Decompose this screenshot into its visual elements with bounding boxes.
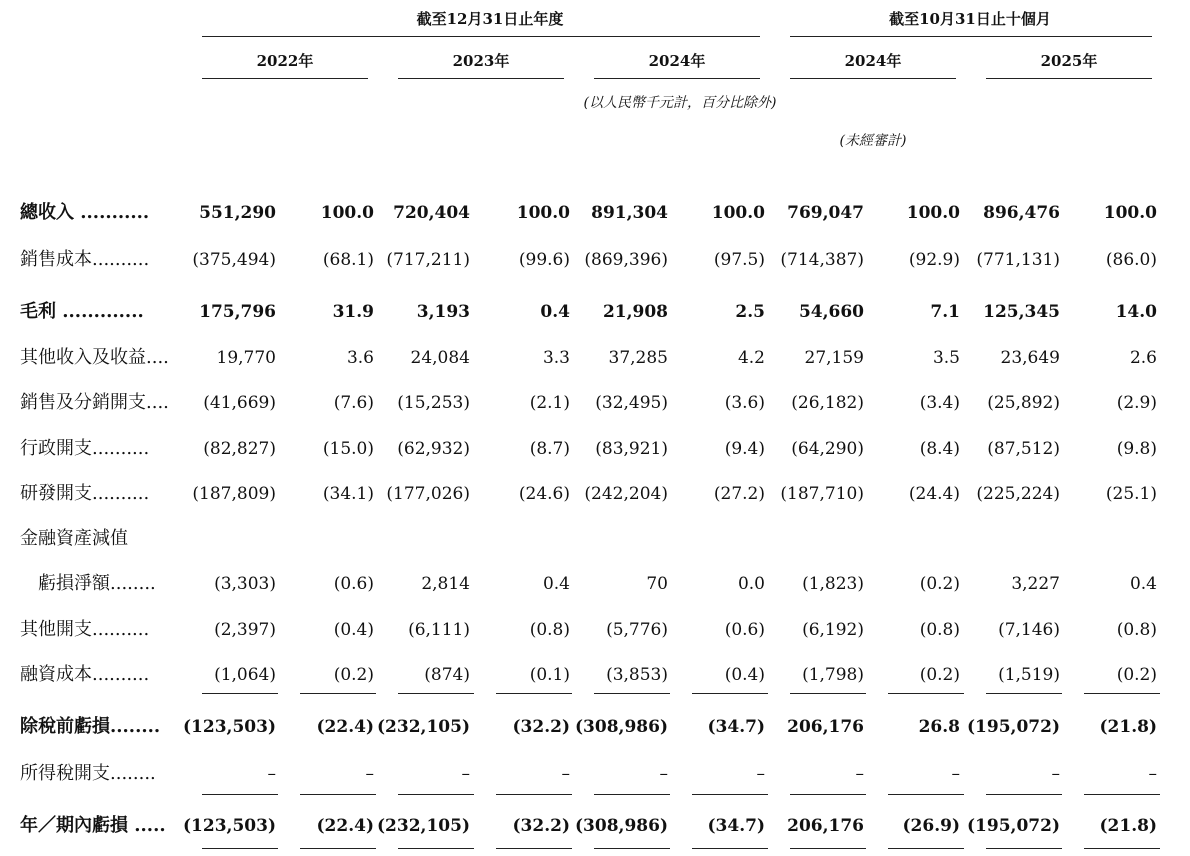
subtotal-rule: [1084, 848, 1160, 849]
row-value: (34.7): [707, 816, 765, 836]
row-value: (62,932): [397, 439, 470, 459]
row-value: –: [756, 764, 765, 784]
year-header-5: 2025年: [1040, 52, 1098, 70]
row-value: 100.0: [711, 203, 765, 223]
row-value: (87,512): [987, 439, 1060, 459]
row-value: (22.4): [316, 816, 374, 836]
subtotal-rule: [986, 693, 1062, 694]
row-value: (3,853): [606, 665, 668, 685]
row-label: 年／期內虧損 .....: [20, 815, 166, 836]
row-value: (123,503): [183, 816, 276, 836]
row-value: (25,892): [987, 393, 1060, 413]
unaudited-note: (未經審計): [839, 133, 907, 149]
row-label: 除稅前虧損........: [20, 716, 161, 737]
year-rule-1: [202, 78, 368, 79]
row-value: (2.1): [529, 393, 570, 413]
group-rule-year-ended: [202, 36, 760, 37]
row-value: (771,131): [976, 250, 1060, 270]
row-value: 54,660: [798, 302, 864, 322]
row-value: (0.4): [724, 665, 765, 685]
row-value: (26,182): [791, 393, 864, 413]
row-value: (21.8): [1099, 717, 1157, 737]
group-title-ten-months-ended: 截至10月31日止十個月: [889, 10, 1051, 28]
row-value: 37,285: [608, 348, 668, 368]
subtotal-rule: [496, 794, 572, 795]
subtotal-rule: [496, 848, 572, 849]
row-value: (27.2): [713, 484, 765, 504]
row-label: 其他收入及收益....: [20, 347, 169, 368]
row-value: 0.0: [737, 574, 765, 594]
row-value: –: [365, 764, 374, 784]
row-value: 100.0: [906, 203, 960, 223]
row-label: 行政開支..........: [20, 438, 150, 459]
subtotal-rule: [202, 693, 278, 694]
row-value: (717,211): [386, 250, 470, 270]
subtotal-rule: [1084, 794, 1160, 795]
subtotal-rule: [594, 794, 670, 795]
row-value: –: [855, 764, 864, 784]
row-value: 3,193: [416, 302, 470, 322]
subtotal-rule: [692, 693, 768, 694]
row-label: 所得稅開支........: [20, 763, 156, 784]
row-value: (15.0): [322, 439, 374, 459]
row-value: (0.4): [333, 620, 374, 640]
row-value: (3,303): [214, 574, 276, 594]
row-value: (869,396): [584, 250, 668, 270]
row-value: 3.5: [932, 348, 960, 368]
row-value: (22.4): [316, 717, 374, 737]
subtotal-rule: [986, 794, 1062, 795]
row-value: 21,908: [602, 302, 668, 322]
row-value: –: [1051, 764, 1060, 784]
row-value: (1,064): [214, 665, 276, 685]
row-value: –: [561, 764, 570, 784]
row-value: (7,146): [998, 620, 1060, 640]
row-value: 19,770: [216, 348, 276, 368]
row-value: –: [659, 764, 668, 784]
row-value: (123,503): [183, 717, 276, 737]
row-value: (232,105): [377, 816, 470, 836]
subtotal-rule: [888, 693, 964, 694]
subtotal-rule: [790, 693, 866, 694]
row-value: (5,776): [606, 620, 668, 640]
row-value: (9.4): [724, 439, 765, 459]
year-rule-4: [790, 78, 956, 79]
row-value: (6,111): [408, 620, 470, 640]
row-value: (3.4): [919, 393, 960, 413]
row-value: (92.9): [908, 250, 960, 270]
subtotal-rule: [594, 693, 670, 694]
row-value: (187,809): [192, 484, 276, 504]
subtotal-rule: [202, 848, 278, 849]
subtotal-rule: [888, 848, 964, 849]
row-value: 3.6: [346, 348, 374, 368]
row-value: (6,192): [802, 620, 864, 640]
row-value: (232,105): [377, 717, 470, 737]
row-value: 2.5: [735, 302, 765, 322]
row-value: (68.1): [322, 250, 374, 270]
row-value: (874): [424, 665, 470, 685]
row-value: 2.6: [1129, 348, 1157, 368]
row-value: 14.0: [1115, 302, 1157, 322]
row-value: (1,823): [802, 574, 864, 594]
unit-note: (以人民幣千元計，百分比除外): [583, 95, 777, 111]
row-value: (0.2): [333, 665, 374, 685]
row-value: (9.8): [1116, 439, 1157, 459]
row-value: (34.7): [707, 717, 765, 737]
row-label: 研發開支..........: [20, 483, 150, 504]
subtotal-rule: [790, 794, 866, 795]
subtotal-rule: [300, 693, 376, 694]
row-value: (0.8): [529, 620, 570, 640]
row-value: (15,253): [397, 393, 470, 413]
row-value: (26.9): [902, 816, 960, 836]
row-label: 其他開支..........: [20, 619, 150, 640]
row-value: 125,345: [983, 302, 1060, 322]
row-value: (8.4): [919, 439, 960, 459]
row-value: (21.8): [1099, 816, 1157, 836]
row-value: –: [461, 764, 470, 784]
row-value: 2,814: [421, 574, 470, 594]
row-value: (41,669): [203, 393, 276, 413]
year-header-4: 2024年: [844, 52, 902, 70]
group-rule-ten-months-ended: [790, 36, 1152, 37]
row-value: (86.0): [1105, 250, 1157, 270]
row-value: (0.6): [724, 620, 765, 640]
row-value: 0.4: [1129, 574, 1157, 594]
row-value: (195,072): [967, 717, 1060, 737]
subtotal-rule: [790, 848, 866, 849]
year-rule-5: [986, 78, 1152, 79]
row-value: (3.6): [724, 393, 765, 413]
row-value: 23,649: [1000, 348, 1060, 368]
row-value: (1,519): [998, 665, 1060, 685]
row-value: (0.2): [1116, 665, 1157, 685]
subtotal-rule: [300, 848, 376, 849]
year-rule-3: [594, 78, 760, 79]
row-value: 100.0: [320, 203, 374, 223]
row-value: 891,304: [591, 203, 668, 223]
row-value: (1,798): [802, 665, 864, 685]
row-value: (97.5): [713, 250, 765, 270]
row-value: (225,224): [976, 484, 1060, 504]
row-value: 27,159: [804, 348, 864, 368]
row-value: (375,494): [192, 250, 276, 270]
row-value: –: [951, 764, 960, 784]
row-value: (24.4): [908, 484, 960, 504]
row-value: 206,176: [787, 717, 864, 737]
year-header-3: 2024年: [648, 52, 706, 70]
subtotal-rule: [692, 848, 768, 849]
row-value: (25.1): [1105, 484, 1157, 504]
row-value: 4.2: [737, 348, 765, 368]
row-value: 70: [646, 574, 668, 594]
row-value: (0.2): [919, 665, 960, 685]
row-value: –: [1148, 764, 1157, 784]
row-label: 虧損淨額........: [38, 573, 156, 594]
row-value: 175,796: [199, 302, 276, 322]
row-label: 融資成本..........: [20, 664, 150, 685]
row-value: (32,495): [595, 393, 668, 413]
row-value: (64,290): [791, 439, 864, 459]
row-value: (24.6): [518, 484, 570, 504]
row-value: (0.6): [333, 574, 374, 594]
row-label: 毛利 .............: [20, 301, 144, 322]
row-value: (242,204): [584, 484, 668, 504]
year-header-2: 2023年: [452, 52, 510, 70]
subtotal-rule: [496, 693, 572, 694]
row-value: (32.2): [512, 816, 570, 836]
row-value: 769,047: [787, 203, 864, 223]
row-value: (2.9): [1116, 393, 1157, 413]
row-value: (83,921): [595, 439, 668, 459]
row-value: 26.8: [918, 717, 960, 737]
row-value: (82,827): [203, 439, 276, 459]
row-value: (308,986): [575, 816, 668, 836]
row-value: –: [267, 764, 276, 784]
row-value: (187,710): [780, 484, 864, 504]
subtotal-rule: [594, 848, 670, 849]
row-value: (7.6): [333, 393, 374, 413]
row-value: (32.2): [512, 717, 570, 737]
row-value: 551,290: [199, 203, 276, 223]
subtotal-rule: [398, 693, 474, 694]
row-value: (34.1): [322, 484, 374, 504]
row-label: 金融資產減值: [20, 528, 128, 549]
row-value: (0.1): [529, 665, 570, 685]
row-value: 720,404: [393, 203, 470, 223]
row-value: (2,397): [214, 620, 276, 640]
row-value: 0.4: [540, 302, 570, 322]
subtotal-rule: [1084, 693, 1160, 694]
row-label: 總收入 ...........: [20, 202, 150, 223]
row-value: (0.8): [919, 620, 960, 640]
subtotal-rule: [692, 794, 768, 795]
year-rule-2: [398, 78, 564, 79]
row-label: 銷售及分銷開支....: [20, 392, 169, 413]
row-value: 24,084: [410, 348, 470, 368]
row-value: 896,476: [983, 203, 1060, 223]
row-value: 206,176: [787, 816, 864, 836]
row-value: (0.2): [919, 574, 960, 594]
row-value: 100.0: [1103, 203, 1157, 223]
subtotal-rule: [398, 794, 474, 795]
subtotal-rule: [888, 794, 964, 795]
subtotal-rule: [300, 794, 376, 795]
row-value: 7.1: [930, 302, 960, 322]
row-value: (195,072): [967, 816, 1060, 836]
year-header-1: 2022年: [256, 52, 314, 70]
row-value: 31.9: [332, 302, 374, 322]
row-value: 3.3: [542, 348, 570, 368]
row-value: (8.7): [529, 439, 570, 459]
row-value: 3,227: [1011, 574, 1060, 594]
subtotal-rule: [398, 848, 474, 849]
row-value: (177,026): [386, 484, 470, 504]
subtotal-rule: [986, 848, 1062, 849]
row-label: 銷售成本..........: [20, 249, 150, 270]
group-title-year-ended: 截至12月31日止年度: [416, 10, 564, 28]
row-value: 0.4: [542, 574, 570, 594]
row-value: (0.8): [1116, 620, 1157, 640]
subtotal-rule: [202, 794, 278, 795]
row-value: (714,387): [780, 250, 864, 270]
row-value: (99.6): [518, 250, 570, 270]
row-value: 100.0: [516, 203, 570, 223]
row-value: (308,986): [575, 717, 668, 737]
